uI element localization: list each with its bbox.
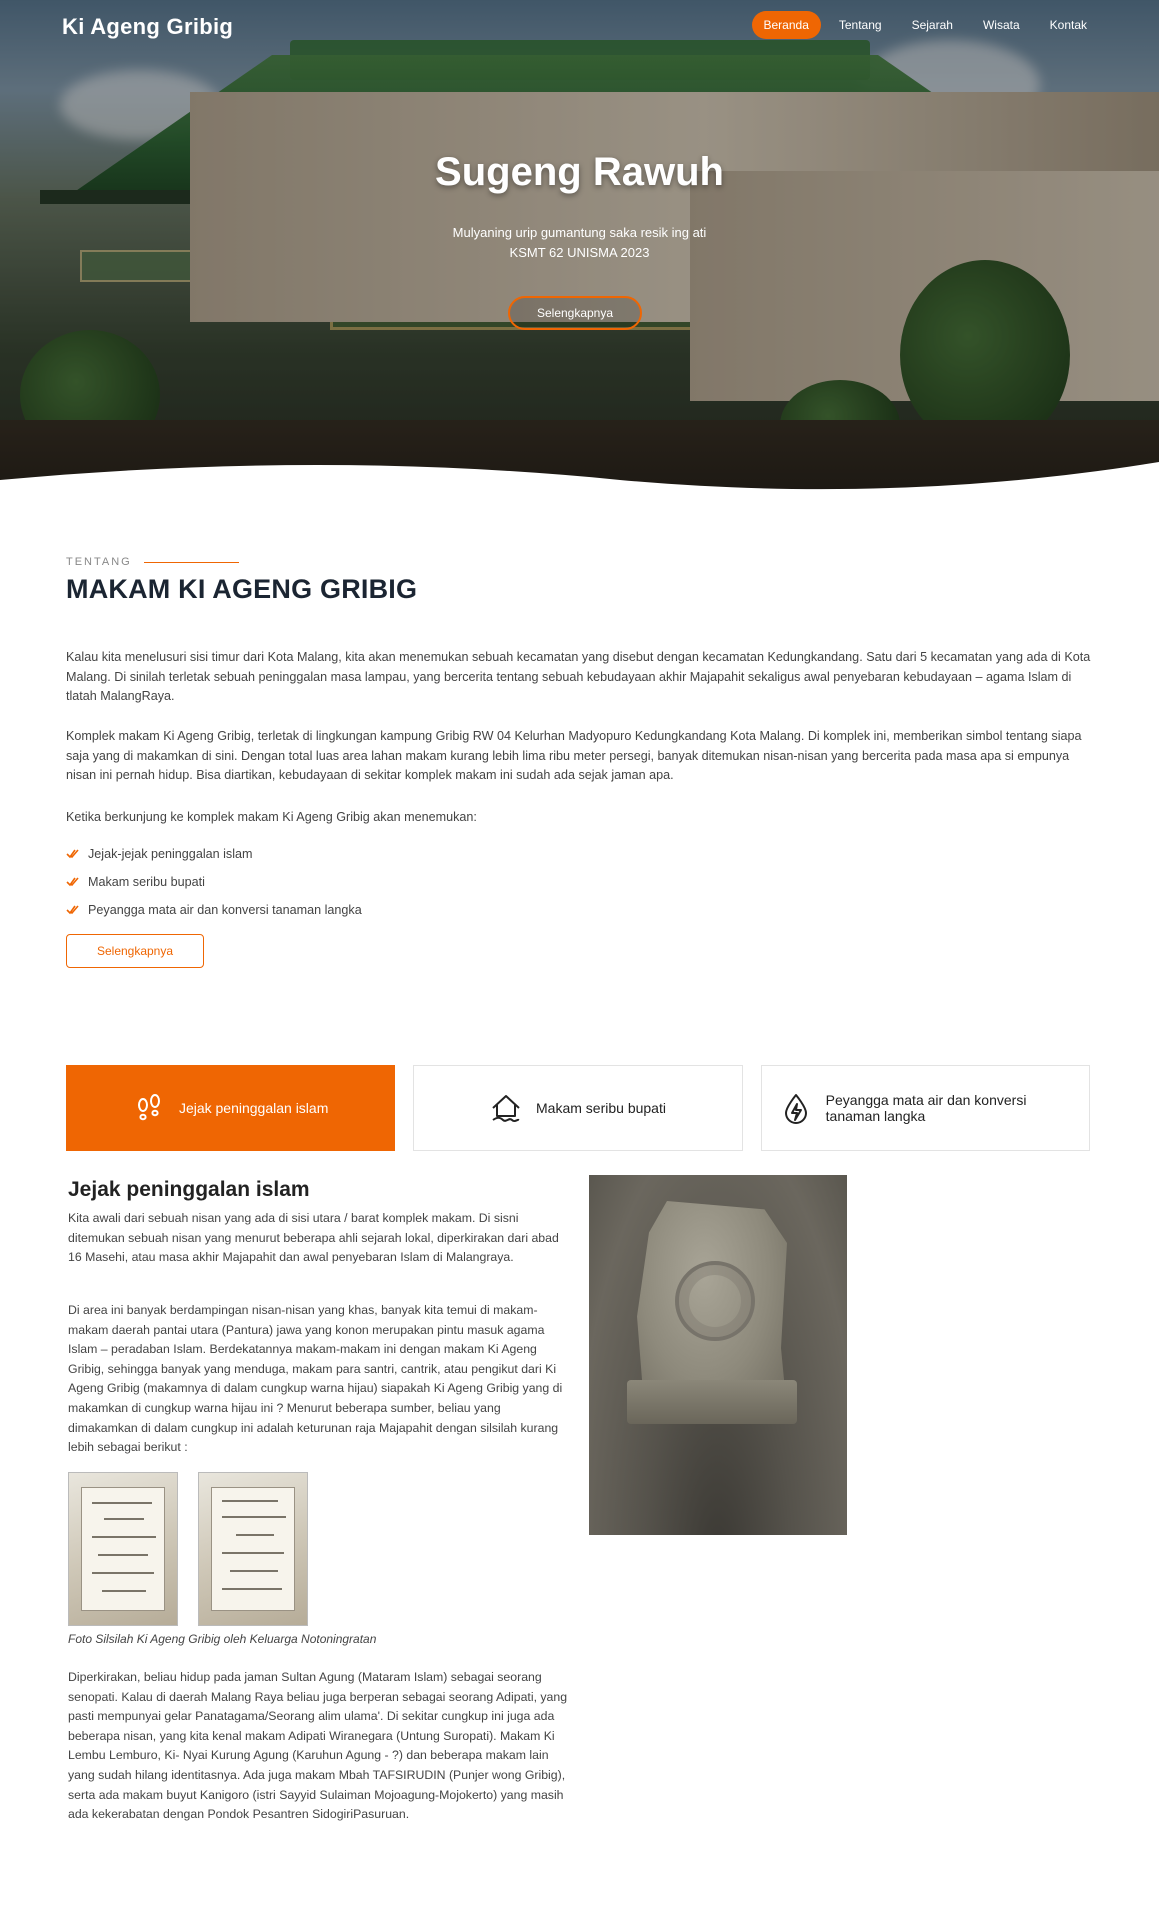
list-item	[66, 840, 362, 868]
list-item-label: Peyangga mata air dan konversi tanaman langka	[88, 903, 362, 917]
nisan-photo[interactable]	[589, 1175, 847, 1535]
double-check-icon	[66, 904, 80, 916]
tab-label: Jejak peninggalan islam	[178, 1100, 329, 1116]
drop-bolt-icon	[780, 1092, 812, 1124]
tab-makam-seribu-bupati[interactable]	[413, 1065, 742, 1151]
document-line	[92, 1572, 154, 1574]
house-water-icon	[490, 1092, 522, 1124]
document-line	[222, 1552, 284, 1554]
nav-tentang[interactable]: Tentang	[838, 18, 882, 32]
about-paragraph: Ketika berkunjung ke komplek makam Ki Ageng Gribig akan menemukan:	[66, 810, 477, 824]
about-section	[66, 556, 1096, 958]
tab-panel	[68, 1178, 568, 1822]
list-item	[66, 868, 362, 896]
hero-subtitle-secondary: KSMT 62 UNISMA 2023	[509, 245, 650, 260]
tab-panel-paragraph: Diperkirakan, beliau hidup pada jaman Sultan Agung (Mataram Islam) sebagai seorang senopati. Kalau di daerah Malang Raya beliau juga berperan sebagai seorang Adipati, yang pasti mempunyai gelar Panatagama/Seorang alim ulama'. Di sekitar cungkup ini juga ada beberapa nisan, yang kita kenal makam Adipati Wiranegara (Untung Suropati). Makam Ki Lembu Lemburo, Ki- Nyai Kurung Agung (Karuhun Agung - ?) dan beberapa makam lain yang sudah hilang identitasnya. Ada juga makam Mbah TAFSIRUDIN (Punjer wong Gribig), serta ada makam buyut Kanigoro (istri Sayyid Sulaiman Mojoagung-Mojokerto) yang masih ada kekerabatan dengan Pondok Pesantren SidogiriPasuruan.	[68, 1670, 568, 1822]
list-item	[66, 896, 362, 924]
document-sheet	[211, 1487, 295, 1611]
tab-label: Makam seribu bupati	[536, 1100, 666, 1116]
footprints-icon	[133, 1092, 165, 1124]
hero-section	[0, 0, 1159, 500]
nav-kontak[interactable]: Kontak	[1049, 18, 1087, 32]
document-line	[92, 1502, 152, 1504]
tab-panel-paragraph: Di area ini banyak berdampingan nisan-nisan yang khas, banyak kita temui di makam-makam daerah pantai utara (Pantura) jawa yang konon merupakan pintu masuk agama Islam – peradaban Islam. Berdekatannya makam-makam ini dengan makam Ki Ageng Gribig, sehingga banyak yang menduga, makam para santri, cantrik, atau pengikut dari Ki Ageng Gribig (makamnya di dalam cungkup warna hijau) siapakah Ki Ageng Gribig yang di makamkan di cungkup warna hijau ini ? Menurut beberapa sumber, beliau yang dimakamkan di dalam cungkup ini adalah keturunan raja Majapahit dengan silsilah kurang lebih sebagai berikut :	[68, 1303, 563, 1455]
document-line	[104, 1518, 144, 1520]
about-checklist	[66, 840, 362, 924]
photo-caption: Foto Silsilah Ki Ageng Gribig oleh Keluarga Notoningratan	[68, 1632, 377, 1646]
gravestone-base	[627, 1380, 797, 1424]
document-line	[92, 1536, 156, 1538]
document-line	[236, 1534, 274, 1536]
list-item-label: Makam seribu bupati	[88, 875, 205, 889]
kicker-divider	[144, 562, 239, 563]
nav-sejarah[interactable]: Sejarah	[911, 18, 953, 32]
tab-peyangga-mata-air[interactable]	[761, 1065, 1090, 1151]
document-line	[222, 1500, 278, 1502]
list-item-label: Jejak-jejak peninggalan islam	[88, 847, 253, 861]
tab-panel-title: Jejak peninggalan islam	[68, 1178, 310, 1201]
about-kicker-label: TENTANG	[66, 556, 132, 568]
hero-subtitle: Mulyaning urip gumantung saka resik ing ati	[452, 225, 707, 240]
feature-tabs	[66, 1065, 1090, 1153]
tab-label: Peyangga mata air dan konversi tanaman langka	[825, 1092, 1027, 1124]
brand-logo[interactable]: Ki Ageng Gribig	[62, 14, 234, 39]
about-more-button[interactable]: Selengkapnya	[66, 934, 204, 968]
double-check-icon	[66, 848, 80, 860]
tab-jejak-peninggalan[interactable]	[66, 1065, 395, 1151]
document-line	[222, 1588, 282, 1590]
document-sheet	[81, 1487, 165, 1611]
about-paragraph: Komplek makam Ki Ageng Gribig, terletak di lingkungan kampung Gribig RW 04 Kelurhan Madyopuro Kedungkandang Kota Malang. Di komplek ini, memberikan simbol tentang siapa saja yang di makamkan di sini. Dengan total luas area lahan makam kurang lebih lima ribu meter persegi, banyak ditemukan nisan-nisan yang bercerita pada masa apa si empunya nisan ini pernah hidup. Bisa diartikan, kebudayaan di sekitar komplek makam ini sudah ada sejak jaman apa.	[66, 729, 1082, 782]
hero-wave-divider	[0, 440, 1159, 500]
silsilah-photo[interactable]	[68, 1472, 178, 1626]
nav-wisata[interactable]: Wisata	[982, 18, 1020, 32]
nav-beranda[interactable]: Beranda	[752, 11, 821, 39]
about-paragraph: Kalau kita menelusuri sisi timur dari Kota Malang, kita akan menemukan sebuah kecamatan yang disebut dengan kecamatan Kedungkandang. Satu dari 5 kecamatan yang ada di Kota Malang. Di sinilah terletak sebuah peninggalan masa lampau, yang bercerita tentang sebuah kebudayaan akhir Majapahit sekaligus awal penyebaran kebudayaan – agama Islam di tlatah MalangRaya.	[66, 650, 1091, 703]
tab-panel-paragraph: Kita awali dari sebuah nisan yang ada di sisi utara / barat komplek makam. Di sisni ditemukan sebuah nisan yang menurut beberapa ahli sejarah lokal, diperkirakan dari abad 16 Masehi, atau masa akhir Majapahit dan awal penyebaran Islam di Malangraya.	[68, 1211, 559, 1265]
gravestone-emblem	[675, 1261, 755, 1341]
main-nav	[752, 11, 1100, 39]
about-title: MAKAM KI AGENG GRIBIG	[66, 574, 418, 604]
about-kicker	[66, 556, 1096, 568]
hero-more-button[interactable]: Selengkapnya	[508, 296, 642, 330]
hero-title: Sugeng Rawuh	[435, 150, 724, 194]
document-line	[102, 1590, 146, 1592]
silsilah-photo[interactable]	[198, 1472, 308, 1626]
document-line	[222, 1516, 286, 1518]
document-line	[98, 1554, 148, 1556]
document-line	[230, 1570, 278, 1572]
double-check-icon	[66, 876, 80, 888]
